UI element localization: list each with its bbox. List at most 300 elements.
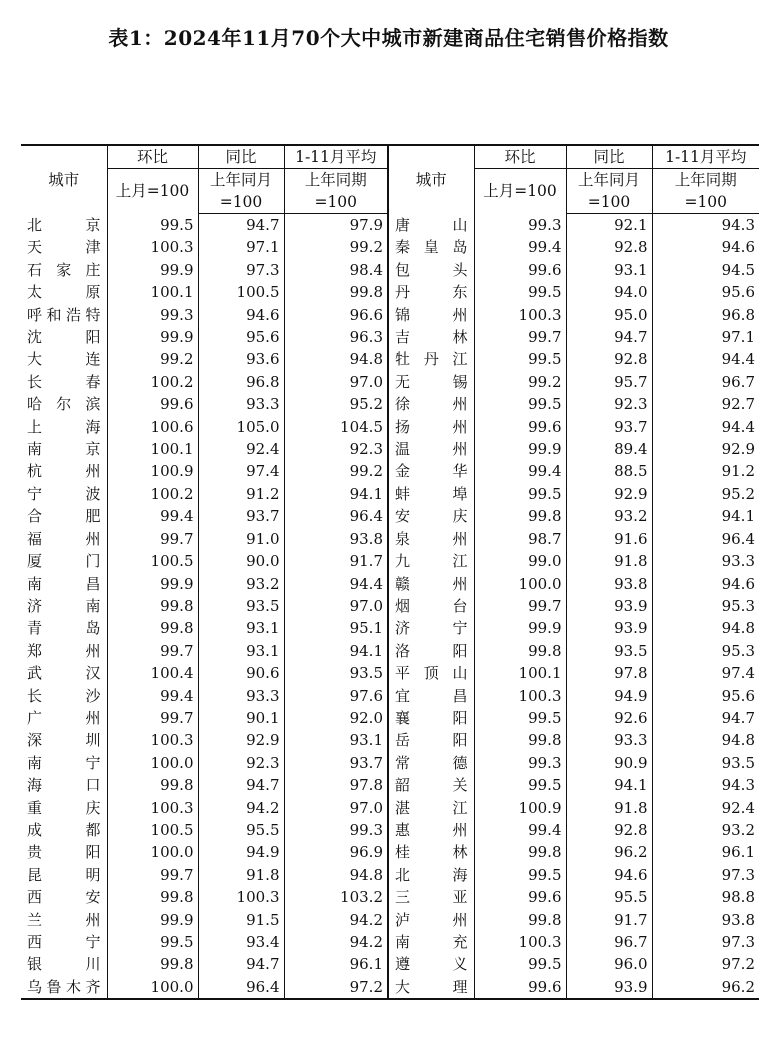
right-city-name: 泉州: [388, 528, 474, 550]
table-row: [21, 326, 759, 348]
right-city-name: 湛江: [388, 797, 474, 819]
left-mom-value: 100.0: [107, 976, 198, 999]
table-row: [21, 662, 759, 684]
right-city-name: 锦州: [388, 304, 474, 326]
left-yoy-value: 97.1: [198, 236, 284, 258]
right-mom-value: 99.9: [474, 438, 566, 460]
left-mom-value: 99.5: [107, 214, 198, 237]
right-mom-value: 99.0: [474, 550, 566, 572]
right-avg-value: 93.3: [652, 550, 759, 572]
right-city-name: 三亚: [388, 886, 474, 908]
right-mom-value: 100.3: [474, 304, 566, 326]
left-avg-value: 93.5: [284, 662, 388, 684]
right-yoy-value: 93.2: [566, 505, 652, 527]
left-city-name: 北京: [27, 215, 101, 234]
left-yoy-value: 105.0: [198, 416, 284, 438]
right-avg-value: 98.8: [652, 886, 759, 908]
right-yoy-value: 93.9: [566, 617, 652, 639]
right-yoy-value: 90.9: [566, 752, 652, 774]
right-city-name: 丹东: [388, 281, 474, 303]
right-city-name: 温州: [388, 438, 474, 460]
right-yoy-value: 92.1: [566, 214, 652, 237]
left-mom-value: 100.3: [107, 236, 198, 258]
right-avg-value: 97.3: [652, 864, 759, 886]
right-avg-value: 96.7: [652, 371, 759, 393]
left-city-name: 贵阳: [27, 843, 101, 862]
right-avg-value: 94.5: [652, 259, 759, 281]
right-avg-value: 94.3: [652, 214, 759, 237]
left-mom-value: 100.1: [107, 438, 198, 460]
left-city-name: 深圳: [27, 731, 101, 750]
left-mom-value: 99.7: [107, 640, 198, 662]
left-avg-value: 96.4: [284, 505, 388, 527]
left-yoy-value: 93.4: [198, 931, 284, 953]
right-yoy-value: 95.5: [566, 886, 652, 908]
left-city-name: 长沙: [27, 686, 101, 705]
right-yoy-value: 94.7: [566, 326, 652, 348]
right-mom-value: 99.2: [474, 371, 566, 393]
header-mom: 环比: [107, 145, 198, 169]
left-city-name: 青岛: [27, 619, 101, 638]
left-yoy-value: 95.6: [198, 326, 284, 348]
right-city-name: 韶关: [388, 774, 474, 796]
left-avg-value: 96.9: [284, 841, 388, 863]
right-yoy-value: 93.3: [566, 729, 652, 751]
left-mom-value: 99.9: [107, 573, 198, 595]
right-mom-value: 99.5: [474, 348, 566, 370]
left-avg-value: 94.4: [284, 573, 388, 595]
right-yoy-value: 91.6: [566, 528, 652, 550]
left-city-name: 南昌: [27, 574, 101, 593]
left-city-name: 乌鲁木齐: [21, 976, 107, 999]
page-title: 表1：2024年11月70个大中城市新建商品住宅销售价格指数: [108, 26, 669, 50]
right-avg-value: 97.4: [652, 662, 759, 684]
right-city-name: 无锡: [388, 371, 474, 393]
left-yoy-value: 93.3: [198, 685, 284, 707]
right-city-name: 济宁: [388, 617, 474, 639]
left-mom-value: 99.8: [107, 617, 198, 639]
left-yoy-value: 100.3: [198, 886, 284, 908]
right-avg-value: 92.7: [652, 393, 759, 415]
left-mom-value: 99.6: [107, 393, 198, 415]
right-yoy-value: 93.8: [566, 573, 652, 595]
left-avg-value: 97.2: [284, 976, 388, 999]
right-avg-value: 94.8: [652, 617, 759, 639]
right-city-name: 秦皇岛: [388, 236, 474, 258]
left-city-name: 太原: [27, 283, 101, 302]
right-avg-value: 97.1: [652, 326, 759, 348]
left-mom-value: 100.1: [107, 281, 198, 303]
table-row: [21, 886, 759, 908]
header-yoy-base-2-right: =100: [566, 191, 652, 214]
right-yoy-value: 94.6: [566, 864, 652, 886]
left-city-name: 上海: [27, 417, 101, 436]
right-yoy-value: 97.8: [566, 662, 652, 684]
right-city-name: 烟台: [388, 595, 474, 617]
left-mom-value: 99.4: [107, 685, 198, 707]
left-city-name: 武汉: [27, 664, 101, 683]
header-yoy-base-2: =100: [198, 191, 284, 214]
left-yoy-value: 100.5: [198, 281, 284, 303]
right-city-name: 蚌埠: [388, 483, 474, 505]
right-yoy-value: 91.8: [566, 550, 652, 572]
right-mom-value: 99.8: [474, 505, 566, 527]
right-avg-value: 94.3: [652, 774, 759, 796]
right-city-name: 南充: [388, 931, 474, 953]
table-row: [21, 909, 759, 931]
left-yoy-value: 93.6: [198, 348, 284, 370]
right-city-name: 襄阳: [388, 707, 474, 729]
left-city-name: 杭州: [27, 462, 101, 481]
right-city-name: 安庆: [388, 505, 474, 527]
right-mom-value: 99.5: [474, 281, 566, 303]
table-row: [21, 640, 759, 662]
left-mom-value: 99.8: [107, 886, 198, 908]
right-avg-value: 95.3: [652, 595, 759, 617]
right-city-name: 岳阳: [388, 729, 474, 751]
left-city-name: 天津: [27, 238, 101, 257]
left-yoy-value: 94.9: [198, 841, 284, 863]
right-mom-value: 99.8: [474, 841, 566, 863]
right-city-name: 徐州: [388, 393, 474, 415]
left-city-name: 西宁: [27, 933, 101, 951]
left-yoy-value: 94.7: [198, 953, 284, 975]
right-city-name: 唐山: [388, 214, 474, 237]
table-body: [21, 214, 759, 1000]
header-yoy-right: 同比: [566, 145, 652, 169]
table-row: [21, 841, 759, 863]
left-mom-value: 100.2: [107, 371, 198, 393]
left-yoy-value: 93.5: [198, 595, 284, 617]
right-yoy-value: 93.5: [566, 640, 652, 662]
right-avg-value: 93.8: [652, 909, 759, 931]
table-row: [21, 707, 759, 729]
left-mom-value: 99.7: [107, 707, 198, 729]
left-mom-value: 100.6: [107, 416, 198, 438]
right-mom-value: 99.8: [474, 909, 566, 931]
right-mom-value: 98.7: [474, 528, 566, 550]
right-avg-value: 92.9: [652, 438, 759, 460]
left-mom-value: 100.3: [107, 729, 198, 751]
right-mom-value: 100.1: [474, 662, 566, 684]
right-yoy-value: 91.8: [566, 797, 652, 819]
left-avg-value: 97.0: [284, 595, 388, 617]
left-yoy-value: 94.7: [198, 774, 284, 796]
right-mom-value: 99.7: [474, 326, 566, 348]
left-mom-value: 99.2: [107, 348, 198, 370]
table-row: [21, 236, 759, 258]
left-avg-value: 93.7: [284, 752, 388, 774]
header-mom-right: 环比: [474, 145, 566, 169]
left-avg-value: 97.0: [284, 797, 388, 819]
table-row: [21, 528, 759, 550]
table-row: [21, 416, 759, 438]
price-index-table: [21, 144, 759, 1000]
header-city: 城市: [21, 145, 107, 214]
table-row: [21, 304, 759, 326]
left-avg-value: 94.2: [284, 909, 388, 931]
right-avg-value: 94.6: [652, 236, 759, 258]
right-mom-value: 99.9: [474, 617, 566, 639]
left-mom-value: 99.9: [107, 909, 198, 931]
table-row: [21, 573, 759, 595]
table-row: [21, 729, 759, 751]
right-city-name: 吉林: [388, 326, 474, 348]
right-city-name: 金华: [388, 460, 474, 482]
left-city-name: 沈阳: [27, 328, 101, 347]
left-city-name: 西安: [27, 888, 101, 907]
table-row: [21, 595, 759, 617]
right-yoy-value: 93.1: [566, 259, 652, 281]
left-yoy-value: 96.8: [198, 371, 284, 393]
right-yoy-value: 88.5: [566, 460, 652, 482]
left-yoy-value: 90.0: [198, 550, 284, 572]
right-mom-value: 100.0: [474, 573, 566, 595]
table-row: [21, 281, 759, 303]
left-mom-value: 99.9: [107, 326, 198, 348]
left-avg-value: 93.8: [284, 528, 388, 550]
right-avg-value: 96.8: [652, 304, 759, 326]
header-mom-base-right: 上月=100: [474, 169, 566, 214]
table-row: [21, 864, 759, 886]
right-yoy-value: 89.4: [566, 438, 652, 460]
right-avg-value: 95.3: [652, 640, 759, 662]
left-mom-value: 100.9: [107, 460, 198, 482]
left-avg-value: 98.4: [284, 259, 388, 281]
left-city-name: 成都: [27, 820, 101, 839]
left-yoy-value: 91.2: [198, 483, 284, 505]
right-mom-value: 99.8: [474, 729, 566, 751]
right-yoy-value: 96.2: [566, 841, 652, 863]
left-avg-value: 91.7: [284, 550, 388, 572]
right-avg-value: 97.3: [652, 931, 759, 953]
right-avg-value: 95.6: [652, 685, 759, 707]
right-yoy-value: 92.8: [566, 348, 652, 370]
left-city-name: 厦门: [27, 552, 101, 571]
right-mom-value: 99.6: [474, 416, 566, 438]
table-row: [21, 505, 759, 527]
right-mom-value: 99.3: [474, 214, 566, 237]
left-avg-value: 94.8: [284, 348, 388, 370]
left-avg-value: 97.8: [284, 774, 388, 796]
left-avg-value: 94.1: [284, 483, 388, 505]
header-yoy: 同比: [198, 145, 284, 169]
left-yoy-value: 94.6: [198, 304, 284, 326]
right-yoy-value: 92.8: [566, 236, 652, 258]
right-avg-value: 95.2: [652, 483, 759, 505]
left-avg-value: 92.0: [284, 707, 388, 729]
right-yoy-value: 95.0: [566, 304, 652, 326]
right-mom-value: 99.7: [474, 595, 566, 617]
header-avg-base-1-right: 上年同期: [652, 169, 759, 192]
right-city-name: 平顶山: [388, 662, 474, 684]
left-avg-value: 94.2: [284, 931, 388, 953]
left-city-name: 合肥: [27, 507, 101, 526]
left-avg-value: 97.9: [284, 214, 388, 237]
left-yoy-value: 93.2: [198, 573, 284, 595]
right-yoy-value: 96.0: [566, 953, 652, 975]
header-avg-right: 1-11月平均: [652, 145, 759, 169]
right-mom-value: 99.5: [474, 774, 566, 796]
right-mom-value: 99.5: [474, 864, 566, 886]
right-city-name: 大理: [388, 976, 474, 999]
left-yoy-value: 93.7: [198, 505, 284, 527]
right-mom-value: 99.5: [474, 953, 566, 975]
left-city-name: 哈尔滨: [27, 395, 101, 414]
right-yoy-value: 94.9: [566, 685, 652, 707]
left-city-name: 兰州: [27, 910, 101, 929]
header-avg-base-2: =100: [284, 191, 388, 214]
right-city-name: 桂林: [388, 841, 474, 863]
table-row: [21, 931, 759, 953]
right-yoy-value: 93.9: [566, 595, 652, 617]
right-yoy-value: 95.7: [566, 371, 652, 393]
right-mom-value: 99.4: [474, 819, 566, 841]
left-yoy-value: 93.3: [198, 393, 284, 415]
table-row: [21, 393, 759, 415]
right-mom-value: 99.6: [474, 886, 566, 908]
right-city-name: 泸州: [388, 909, 474, 931]
right-mom-value: 99.8: [474, 640, 566, 662]
right-yoy-value: 94.0: [566, 281, 652, 303]
right-city-name: 惠州: [388, 819, 474, 841]
left-yoy-value: 93.1: [198, 640, 284, 662]
right-mom-value: 100.9: [474, 797, 566, 819]
left-mom-value: 100.3: [107, 797, 198, 819]
left-mom-value: 100.5: [107, 819, 198, 841]
left-city-name: 海口: [27, 776, 101, 795]
left-avg-value: 94.1: [284, 640, 388, 662]
right-avg-value: 91.2: [652, 460, 759, 482]
left-yoy-value: 93.1: [198, 617, 284, 639]
right-city-name: 九江: [388, 550, 474, 572]
left-city-name: 南宁: [27, 753, 101, 772]
left-mom-value: 99.7: [107, 528, 198, 550]
left-yoy-value: 91.0: [198, 528, 284, 550]
right-yoy-value: 92.3: [566, 393, 652, 415]
left-mom-value: 99.3: [107, 304, 198, 326]
left-mom-value: 100.5: [107, 550, 198, 572]
right-city-name: 赣州: [388, 573, 474, 595]
table-row: [21, 953, 759, 975]
left-city-name: 广州: [27, 708, 101, 727]
left-mom-value: 99.9: [107, 259, 198, 281]
left-yoy-value: 97.3: [198, 259, 284, 281]
table-row: [21, 617, 759, 639]
right-yoy-value: 92.6: [566, 707, 652, 729]
right-avg-value: 96.4: [652, 528, 759, 550]
left-city-name: 济南: [27, 596, 101, 615]
left-avg-value: 96.1: [284, 953, 388, 975]
table-row: [21, 819, 759, 841]
table-row: [21, 483, 759, 505]
table-row: [21, 550, 759, 572]
right-city-name: 扬州: [388, 416, 474, 438]
right-yoy-value: 92.9: [566, 483, 652, 505]
right-mom-value: 99.6: [474, 259, 566, 281]
right-yoy-value: 93.7: [566, 416, 652, 438]
right-yoy-value: 96.7: [566, 931, 652, 953]
right-mom-value: 100.3: [474, 931, 566, 953]
right-city-name: 常德: [388, 752, 474, 774]
left-city-name: 大连: [27, 350, 101, 369]
left-avg-value: 99.2: [284, 236, 388, 258]
table-row: [21, 774, 759, 796]
right-mom-value: 99.4: [474, 236, 566, 258]
right-yoy-value: 94.1: [566, 774, 652, 796]
table-row: [21, 438, 759, 460]
right-city-name: 北海: [388, 864, 474, 886]
left-avg-value: 93.1: [284, 729, 388, 751]
left-mom-value: 99.8: [107, 595, 198, 617]
left-yoy-value: 94.7: [198, 214, 284, 237]
left-mom-value: 99.4: [107, 505, 198, 527]
table-row: [21, 348, 759, 370]
table-row: [21, 685, 759, 707]
right-avg-value: 92.4: [652, 797, 759, 819]
left-city-name: 呼和浩特: [27, 305, 101, 324]
table-row: [21, 460, 759, 482]
left-city-name: 宁波: [27, 484, 101, 503]
right-yoy-value: 92.8: [566, 819, 652, 841]
right-avg-value: 93.2: [652, 819, 759, 841]
left-mom-value: 99.5: [107, 931, 198, 953]
left-avg-value: 99.2: [284, 460, 388, 482]
right-avg-value: 94.6: [652, 573, 759, 595]
right-mom-value: 99.4: [474, 460, 566, 482]
left-yoy-value: 90.6: [198, 662, 284, 684]
left-city-name: 长春: [27, 372, 101, 391]
right-mom-value: 100.3: [474, 685, 566, 707]
left-mom-value: 100.2: [107, 483, 198, 505]
left-mom-value: 100.0: [107, 841, 198, 863]
header-avg-base-2-right: =100: [652, 191, 759, 214]
header-yoy-base-1: 上年同月: [198, 169, 284, 192]
left-avg-value: 99.3: [284, 819, 388, 841]
left-city-name: 郑州: [27, 641, 101, 660]
table-row: [21, 752, 759, 774]
right-city-name: 包头: [388, 259, 474, 281]
header-mom-base: 上月=100: [107, 169, 198, 214]
left-avg-value: 103.2: [284, 886, 388, 908]
left-avg-value: 99.8: [284, 281, 388, 303]
left-avg-value: 97.0: [284, 371, 388, 393]
table-row: [21, 976, 759, 999]
right-city-name: 洛阳: [388, 640, 474, 662]
left-yoy-value: 97.4: [198, 460, 284, 482]
right-city-name: 牡丹江: [388, 348, 474, 370]
left-avg-value: 94.8: [284, 864, 388, 886]
right-avg-value: 93.5: [652, 752, 759, 774]
left-avg-value: 96.3: [284, 326, 388, 348]
table-row: [21, 371, 759, 393]
right-yoy-value: 93.9: [566, 976, 652, 999]
left-city-name: 银川: [27, 955, 101, 974]
right-yoy-value: 91.7: [566, 909, 652, 931]
left-mom-value: 99.8: [107, 953, 198, 975]
right-avg-value: 95.6: [652, 281, 759, 303]
right-mom-value: 99.6: [474, 976, 566, 999]
left-city-name: 福州: [27, 529, 101, 548]
header-avg: 1-11月平均: [284, 145, 388, 169]
right-city-name: 遵义: [388, 953, 474, 975]
left-yoy-value: 95.5: [198, 819, 284, 841]
left-avg-value: 96.6: [284, 304, 388, 326]
right-city-name: 宜昌: [388, 685, 474, 707]
left-mom-value: 99.8: [107, 774, 198, 796]
left-yoy-value: 96.4: [198, 976, 284, 999]
right-avg-value: 94.8: [652, 729, 759, 751]
